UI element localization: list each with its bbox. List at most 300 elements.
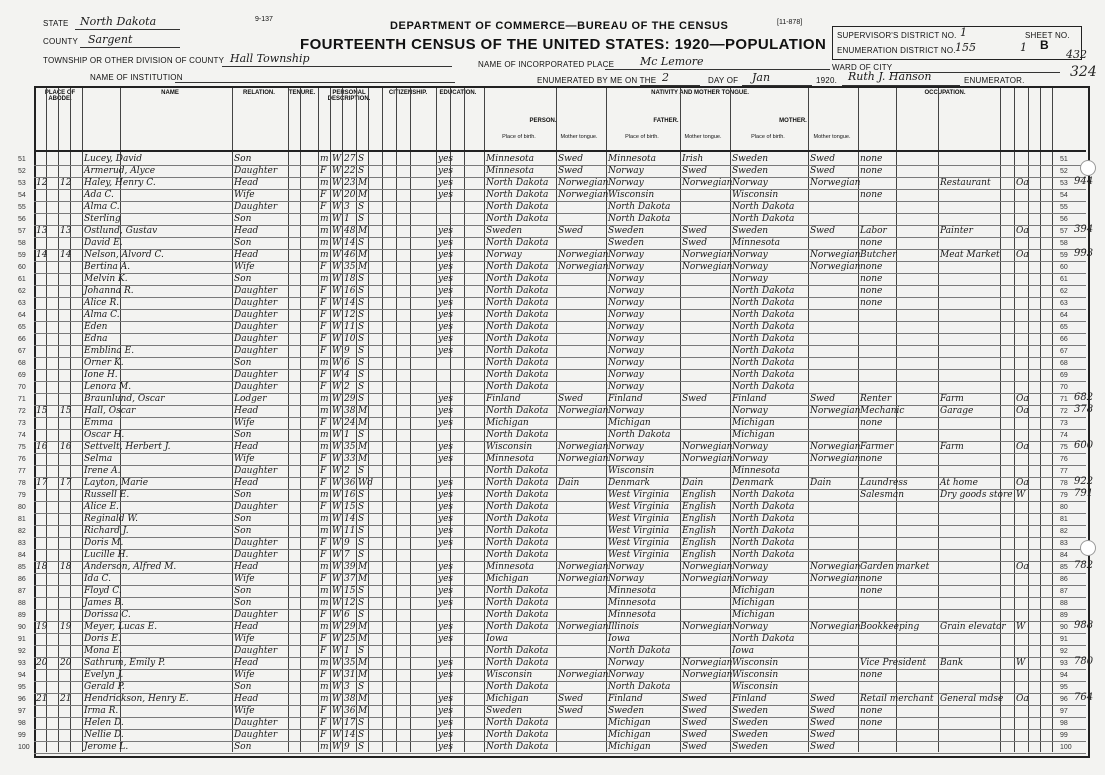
cell-fam: 14: [60, 250, 72, 260]
cell-fmt: Swed: [682, 742, 707, 752]
cell-mpob: North Dakota: [732, 502, 795, 512]
cell-edu: yes: [438, 742, 454, 752]
cell-occ: Laundress: [860, 478, 908, 488]
cell-race: W: [332, 430, 342, 440]
cell-rel: Son: [234, 214, 252, 224]
cell-race: W: [332, 238, 342, 248]
cell-edu: yes: [438, 178, 454, 188]
cell-fmt: English: [682, 550, 717, 560]
cell-cls: Oa: [1016, 178, 1029, 188]
side-annotation: 782: [1074, 560, 1094, 571]
cell-name: Ida C.: [84, 574, 111, 584]
cell-mpob: Norway: [732, 178, 768, 188]
cell-edu: yes: [438, 322, 454, 332]
side-annotation: 791: [1074, 488, 1094, 499]
cell-fpob: Norway: [608, 298, 644, 308]
cell-occ: none: [860, 298, 883, 308]
cell-fmt: Norwegian: [682, 442, 733, 452]
county-underline: [80, 47, 180, 48]
cell-name: Sathrum, Emily P.: [84, 658, 166, 668]
cell-mpob: Sweden: [732, 730, 769, 740]
cell-rel: Daughter: [234, 298, 278, 308]
cell-fpob: West Virginia: [608, 538, 670, 548]
cell-age: 15: [344, 586, 356, 596]
cell-age: 9: [344, 538, 350, 548]
cell-fmt: Norwegian: [682, 262, 733, 272]
cell-name: Evelyn J.: [84, 670, 124, 680]
cell-fpob: Norway: [608, 274, 644, 284]
sub-mother-mt: Mother tongue.: [813, 134, 851, 140]
cell-fmt: Swed: [682, 226, 707, 236]
cell-sex: m: [320, 598, 329, 608]
cell-rel: Daughter: [234, 382, 278, 392]
cell-sex: m: [320, 622, 329, 632]
cell-race: W: [332, 250, 342, 260]
cell-mpob: Sweden: [732, 718, 769, 728]
township-underline: [222, 66, 452, 67]
cell-pob: Sweden: [486, 706, 523, 716]
grid-column-line: [680, 88, 681, 752]
cell-mmt: Swed: [810, 730, 835, 740]
cell-name: Meyer, Lucas E.: [84, 622, 158, 632]
cell-name: Oscar H.: [84, 430, 125, 440]
cell-rel: Son: [234, 430, 252, 440]
cell-age: 2: [344, 466, 350, 476]
col-relation: RELATION.: [243, 90, 275, 96]
cell-ms: S: [358, 154, 365, 164]
cell-rel: Son: [234, 742, 252, 752]
cell-pob: North Dakota: [486, 478, 549, 488]
header-bottom-line: [34, 150, 1086, 152]
cell-pob: North Dakota: [486, 526, 549, 536]
cell-pob: North Dakota: [486, 550, 549, 560]
year-label: 1920.: [816, 76, 838, 85]
cell-mmt: Norwegian: [810, 442, 861, 452]
row-number-right: 60: [1060, 264, 1068, 271]
grid-column-line: [436, 88, 437, 752]
row-number-right: 85: [1060, 564, 1068, 571]
cell-edu: yes: [438, 706, 454, 716]
cell-age: 29: [344, 622, 356, 632]
cell-age: 11: [344, 322, 356, 332]
cell-name: Alma C.: [84, 310, 120, 320]
cell-pob: North Dakota: [486, 346, 549, 356]
cell-fpob: North Dakota: [608, 646, 671, 656]
cell-fam: 19: [60, 622, 72, 632]
grid-column-line: [58, 88, 59, 752]
row-number-right: 90: [1060, 624, 1068, 631]
cell-edu: yes: [438, 622, 454, 632]
cell-occ: none: [860, 586, 883, 596]
cell-cls: Oa: [1016, 226, 1029, 236]
cell-fmt: Dain: [682, 478, 704, 488]
row-number: 56: [18, 216, 26, 223]
cell-race: W: [332, 718, 342, 728]
cell-fpob: Minnesota: [608, 598, 657, 608]
cell-mmt: Swed: [810, 706, 835, 716]
cell-mpob: North Dakota: [732, 202, 795, 212]
cell-name: Ione H.: [84, 370, 118, 380]
cell-ms: S: [358, 370, 365, 380]
cell-ms: M: [358, 262, 368, 272]
cell-ms: S: [358, 550, 365, 560]
cell-pob: North Dakota: [486, 730, 549, 740]
cell-mt: Norwegian: [558, 178, 609, 188]
row-number-right: 63: [1060, 300, 1068, 307]
row-number: 88: [18, 600, 26, 607]
cell-occ: Renter: [860, 394, 892, 404]
cell-sex: F: [320, 574, 327, 584]
cell-rel: Head: [234, 694, 259, 704]
row-number-right: 86: [1060, 576, 1068, 583]
cell-edu: yes: [438, 502, 454, 512]
cell-race: W: [332, 502, 342, 512]
cell-edu: yes: [438, 454, 454, 464]
cell-race: W: [332, 310, 342, 320]
cell-fam: 21: [60, 694, 72, 704]
cell-rel: Son: [234, 586, 252, 596]
row-number: 64: [18, 312, 26, 319]
cell-occ: Butcher: [860, 250, 897, 260]
row-number: 74: [18, 432, 26, 439]
state-underline: [75, 29, 180, 30]
cell-fmt: Swed: [682, 166, 707, 176]
cell-age: 3: [344, 202, 350, 212]
cell-fpob: Norway: [608, 454, 644, 464]
col-personal: PERSONAL DESCRIPTION.: [327, 90, 371, 102]
cell-mpob: Michigan: [732, 586, 775, 596]
place-label: NAME OF INCORPORATED PLACE: [478, 60, 615, 69]
row-number-right: 79: [1060, 492, 1068, 499]
row-number: 61: [18, 276, 26, 283]
row-line: [34, 753, 1086, 754]
cell-edu: yes: [438, 166, 454, 176]
cell-rel: Daughter: [234, 718, 278, 728]
cell-occ: none: [860, 238, 883, 248]
cell-edu: yes: [438, 190, 454, 200]
cell-edu: yes: [438, 574, 454, 584]
cell-sex: F: [320, 634, 327, 644]
cell-name: Orner K.: [84, 358, 124, 368]
cell-rel: Daughter: [234, 502, 278, 512]
cell-rel: Head: [234, 226, 259, 236]
cell-occ: Retail merchant: [860, 694, 934, 704]
cell-cls: W: [1016, 490, 1026, 500]
cell-mt: Norwegian: [558, 454, 609, 464]
cell-sex: m: [320, 238, 329, 248]
cell-pob: North Dakota: [486, 310, 549, 320]
cell-race: W: [332, 610, 342, 620]
cell-cls: Oa: [1016, 406, 1029, 416]
row-number-right: 68: [1060, 360, 1068, 367]
cell-fpob: Michigan: [608, 418, 651, 428]
cell-race: W: [332, 154, 342, 164]
cell-race: W: [332, 478, 342, 488]
cell-fmt: Norwegian: [682, 670, 733, 680]
cell-pob: North Dakota: [486, 202, 549, 212]
row-number: 52: [18, 168, 26, 175]
cell-pob: North Dakota: [486, 262, 549, 272]
supervisor-value: 1: [960, 26, 967, 39]
cell-ms: S: [358, 598, 365, 608]
cell-sex: F: [320, 190, 327, 200]
cell-fpob: Norway: [608, 442, 644, 452]
cell-edu: yes: [438, 694, 454, 704]
cell-race: W: [332, 190, 342, 200]
cell-age: 3: [344, 682, 350, 692]
grid-column-line: [330, 88, 331, 752]
cell-rel: Daughter: [234, 730, 278, 740]
cell-race: W: [332, 538, 342, 548]
cell-age: 14: [344, 298, 356, 308]
cell-ind: Painter: [940, 226, 973, 236]
cell-ms: M: [358, 178, 368, 188]
cell-rel: Daughter: [234, 346, 278, 356]
cell-fpob: Denmark: [608, 478, 650, 488]
cell-occ: Bookkeeping: [860, 622, 920, 632]
cell-mpob: North Dakota: [732, 538, 795, 548]
row-number-right: 83: [1060, 540, 1068, 547]
cell-ms: S: [358, 586, 365, 596]
cell-fmt: Irish: [682, 154, 704, 164]
cell-ms: S: [358, 382, 365, 392]
col-citizenship: CITIZENSHIP.: [388, 90, 428, 96]
cell-race: W: [332, 586, 342, 596]
enumerator-signature: Ruth J. Hanson: [848, 70, 932, 83]
cell-pob: North Dakota: [486, 190, 549, 200]
cell-fmt: Norwegian: [682, 658, 733, 668]
margin-note-second: 324: [1070, 64, 1097, 80]
cell-age: 31: [344, 670, 356, 680]
cell-edu: yes: [438, 514, 454, 524]
row-number: 99: [18, 732, 26, 739]
cell-race: W: [332, 598, 342, 608]
cell-pob: North Dakota: [486, 382, 549, 392]
cell-mpob: Norway: [732, 454, 768, 464]
side-annotation: 600: [1074, 440, 1094, 451]
row-number-right: 88: [1060, 600, 1068, 607]
cell-race: W: [332, 454, 342, 464]
cell-sex: m: [320, 406, 329, 416]
cell-ms: M: [358, 562, 368, 572]
cell-ms: S: [358, 334, 365, 344]
cell-age: 35: [344, 658, 356, 668]
cell-fpob: Norway: [608, 166, 644, 176]
cell-fpob: Sweden: [608, 238, 645, 248]
cell-name: Eden: [84, 322, 108, 332]
cell-edu: yes: [438, 670, 454, 680]
cell-ind: Farm: [940, 442, 964, 452]
cell-name: Reginald W.: [84, 514, 138, 524]
row-number: 71: [18, 396, 26, 403]
cell-sex: m: [320, 490, 329, 500]
cell-sex: m: [320, 214, 329, 224]
row-number-right: 91: [1060, 636, 1068, 643]
grid-column-line: [410, 88, 411, 752]
cell-age: 22: [344, 166, 356, 176]
cell-pob: North Dakota: [486, 514, 549, 524]
cell-rel: Head: [234, 250, 259, 260]
row-number-right: 81: [1060, 516, 1068, 523]
cell-fpob: Minnesota: [608, 610, 657, 620]
cell-age: 12: [344, 310, 356, 320]
row-number: 82: [18, 528, 26, 535]
row-number: 67: [18, 348, 26, 355]
cell-rel: Head: [234, 562, 259, 572]
side-annotation: 780: [1074, 656, 1094, 667]
cell-sex: m: [320, 358, 329, 368]
row-number: 89: [18, 612, 26, 619]
cell-mpob: Sweden: [732, 166, 769, 176]
cell-ms: S: [358, 718, 365, 728]
cell-mmt: Norwegian: [810, 250, 861, 260]
cell-occ: none: [860, 670, 883, 680]
cell-cls: Oa: [1016, 250, 1029, 260]
cell-race: W: [332, 418, 342, 428]
cell-name: Dorissa C.: [84, 610, 131, 620]
cell-mpob: Wisconsin: [732, 658, 779, 668]
cell-fpob: Norway: [608, 370, 644, 380]
cell-mmt: Swed: [810, 718, 835, 728]
cell-pob: Michigan: [486, 574, 529, 584]
cell-pob: Minnesota: [486, 454, 535, 464]
grid-column-line: [808, 88, 809, 752]
cell-fam: 16: [60, 442, 72, 452]
cell-occ: Garden market: [860, 562, 930, 572]
cell-fpob: North Dakota: [608, 214, 671, 224]
cell-ms: S: [358, 538, 365, 548]
cell-ms: M: [358, 694, 368, 704]
row-number-right: 92: [1060, 648, 1068, 655]
cell-pob: Norway: [486, 250, 522, 260]
cell-mpob: North Dakota: [732, 550, 795, 560]
cell-name: David E.: [84, 238, 123, 248]
cell-mmt: Swed: [810, 742, 835, 752]
row-number: 94: [18, 672, 26, 679]
cell-pob: North Dakota: [486, 178, 549, 188]
grid-column-line: [342, 88, 343, 752]
form-code: [11-878]: [777, 19, 803, 26]
row-number: 87: [18, 588, 26, 595]
cell-fpob: West Virginia: [608, 526, 670, 536]
row-number-right: 57: [1060, 228, 1068, 235]
cell-sex: F: [320, 646, 327, 656]
cell-pob: North Dakota: [486, 286, 549, 296]
cell-sex: F: [320, 346, 327, 356]
cell-fmt: English: [682, 538, 717, 548]
cell-dw: 15: [36, 406, 48, 416]
supervisor-label: SUPERVISOR'S DISTRICT NO.: [837, 31, 957, 40]
cell-rel: Wife: [234, 454, 255, 464]
cell-sex: F: [320, 202, 327, 212]
row-number-right: 53: [1060, 180, 1068, 187]
cell-pob: North Dakota: [486, 742, 549, 752]
cell-ms: S: [358, 202, 365, 212]
cell-mmt: Swed: [810, 226, 835, 236]
row-number: 91: [18, 636, 26, 643]
cell-mt: Norwegian: [558, 262, 609, 272]
cell-rel: Lodger: [234, 394, 267, 404]
cell-sex: F: [320, 262, 327, 272]
cell-mmt: Dain: [810, 478, 832, 488]
cell-name: Irene A.: [84, 466, 121, 476]
cell-dw: 18: [36, 562, 48, 572]
cell-ms: S: [358, 286, 365, 296]
cell-edu: yes: [438, 394, 454, 404]
sheet-letter: B: [1040, 38, 1049, 52]
cell-sex: m: [320, 514, 329, 524]
cell-pob: North Dakota: [486, 214, 549, 224]
cell-race: W: [332, 526, 342, 536]
cell-ms: S: [358, 358, 365, 368]
cell-rel: Head: [234, 178, 259, 188]
cell-sex: m: [320, 562, 329, 572]
sub-person-pob: Place of birth.: [502, 134, 536, 140]
cell-age: 29: [344, 394, 356, 404]
cell-race: W: [332, 658, 342, 668]
month-value: Jan: [752, 71, 771, 84]
cell-occ: Mechanic: [860, 406, 905, 416]
cell-pob: North Dakota: [486, 538, 549, 548]
cell-name: Jerome L.: [84, 742, 129, 752]
enum-district-value: 155: [955, 41, 976, 54]
cell-name: Hendrickson, Henry E.: [84, 694, 189, 704]
cell-age: 1: [344, 430, 350, 440]
cell-race: W: [332, 226, 342, 236]
cell-pob: North Dakota: [486, 598, 549, 608]
cell-cls: W: [1016, 658, 1026, 668]
cell-race: W: [332, 634, 342, 644]
row-number: 96: [18, 696, 26, 703]
county-label: COUNTY: [43, 37, 78, 46]
cell-cls: Oa: [1016, 394, 1029, 404]
side-annotation: 682: [1074, 392, 1094, 403]
cell-dw: 19: [36, 622, 48, 632]
cell-race: W: [332, 562, 342, 572]
cell-mpob: North Dakota: [732, 286, 795, 296]
row-number-right: 74: [1060, 432, 1068, 439]
col-father: FATHER.: [653, 118, 679, 124]
cell-age: 33: [344, 454, 356, 464]
cell-name: Nellie D.: [84, 730, 124, 740]
township-label: TOWNSHIP OR OTHER DIVISION OF COUNTY: [43, 56, 225, 65]
cell-rel: Daughter: [234, 166, 278, 176]
cell-occ: none: [860, 190, 883, 200]
row-number: 57: [18, 228, 26, 235]
cell-fpob: Wisconsin: [608, 190, 655, 200]
cell-pob: North Dakota: [486, 406, 549, 416]
cell-name: Emma: [84, 418, 114, 428]
institution-label: NAME OF INSTITUTION: [90, 73, 183, 82]
cell-fam: 13: [60, 226, 72, 236]
cell-name: Doris E.: [84, 634, 121, 644]
cell-mpob: North Dakota: [732, 514, 795, 524]
cell-name: Mona E.: [84, 646, 123, 656]
county-value: Sargent: [88, 33, 133, 46]
cell-rel: Son: [234, 526, 252, 536]
col-person: PERSON.: [529, 118, 557, 124]
row-number: 84: [18, 552, 26, 559]
cell-mpob: North Dakota: [732, 310, 795, 320]
cell-mt: Norwegian: [558, 562, 609, 572]
row-number-right: 95: [1060, 684, 1068, 691]
cell-mt: Swed: [558, 706, 583, 716]
row-number-right: 97: [1060, 708, 1068, 715]
cell-fpob: Michigan: [608, 742, 651, 752]
row-number-right: 87: [1060, 588, 1068, 595]
row-number-right: 94: [1060, 672, 1068, 679]
day-label: DAY OF: [708, 76, 739, 85]
